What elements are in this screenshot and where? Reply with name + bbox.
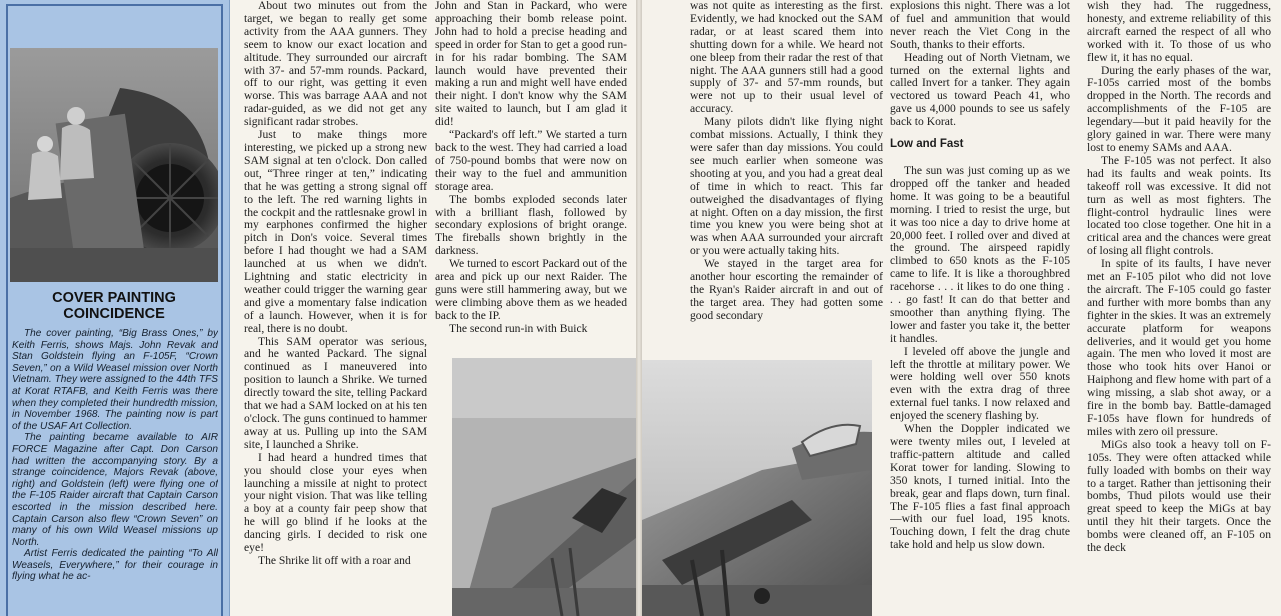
article-paragraph: Just to make things more interesting, we picked up a strong new SAM signal at ten o'clock. Don called out, “Three ringer at ten,” indicating that he was getting a strong signal off to the left. The red warning lights in the cockpit and the rattlesnake growl in my earphones confirmed the higher pitch in Don's voice. Several times before I had thought we had a SAM launched at us when we didn't. Lightning and static electricity in weather could trigger the warning gear and give a momentary false indication of a launch. However, when it is for real, there is no doubt. (244, 128, 427, 335)
article-paragraph: wish they had. The ruggedness, honesty, and extreme reliability of this aircraft earned the respect of all who worked with it. To those of us who flew it, it has no equal. (1087, 0, 1271, 64)
sidebar-paragraph: The painting became available to AIR FORCE Magazine after Capt. Don Carson had written the accompanying story. By a strange coincidence, Majors Revak (above, right) and Goldstein (left) were flying one of the F-105 Raider aircraft that Captain Carson escorted in the mission described here. Captain Carson also flew “Crown Seven” on many of his own Wild Weasel missions up North. (12, 432, 218, 548)
pilots-photo-illustration (10, 48, 218, 282)
f105-aircraft-photo (642, 360, 872, 616)
article-paragraph: Many pilots didn't like flying night combat missions. Actually, I think they were safer than day missions. You could see much earlier when someone was shooting at you, and you had a great deal of time in which to react. This far outweighed the disadvantages of flying at night. Often on a day mission, the first time you knew you were being shot at was when AAA surrounded your aircraft or you were actually taking hits. (690, 115, 883, 258)
sidebar-paragraph: Artist Ferris dedicated the painting “To All Weasels, Everywhere,” for their courage in flying what he ac- (12, 548, 218, 583)
article-paragraph: In spite of its faults, I have never met an F-105 pilot who did not love the aircraft. The F-105 could go faster and further with more bombs than any fighter in the skies. It was an extremely accurate platform for weapons deliveries, and it would get you home again. The men who loved it most are those who took hits over Hanoi or Haiphong and flew home with part of a wing missing, a slab shot away, or a fire in the bomb bay. Battle-damaged F-105s have flown for hundreds of miles with zero oil pressure. (1087, 257, 1271, 438)
article-column-5 (1087, 0, 1271, 616)
article-paragraph: I had heard a hundred times that you should close your eyes when launching a missile at night to protect your night vision. That was like telling a boy at a county fair peep show that he will go blind if he looks at the dancing girls. I decided to risk one eye! (244, 450, 427, 555)
sidebar-caption (12, 328, 218, 616)
article-paragraph: was not quite as interesting as the first. Evidently, we had knocked out the SAM radar, or at least scared them into shutting down for a while. We heard not one bleep from their radar the rest of that night. The AAA gunners still had a good supply of 37- and 57-mm rounds, but were not up to their usual level of accuracy. (690, 0, 883, 116)
article-paragraph: Heading out of North Vietnam, we turned on the external lights and called Invert for a tanker. They again vectored us toward Peach 41, who gave us 4,000 pounds to see us safely back to Korat. (890, 50, 1070, 129)
sidebar-paragraph: The cover painting, “Big Brass Ones,” by Keith Ferris, shows Majs. John Revak and Stan Goldstein flying an F-105F, “Crown Seven,” on a Wild Weasel mission over North Vietnam. They were assigned to the 44th TFS at Korat RTAFB, and Keith Ferris was there when they completed their hundredth mission, in November 1968. The painting now is part of the USAF Art Collection. (12, 328, 218, 432)
article-paragraph: The bombs exploded seconds later with a brilliant flash, followed by secondary explosions of bright orange. The fireballs shown brightly in the darkness. (435, 192, 627, 258)
article-paragraph: We stayed in the target area for another hour escorting the remainder of the Ryan's Raider aircraft in and out of the target area. They had gotten some good secondary (690, 257, 883, 322)
article-column-1 (244, 0, 427, 616)
left-page (0, 0, 636, 616)
article-paragraph: John and Stan in Packard, who were approaching their bomb release point. John had to hold a precise heading and speed in order for Stan to get a good run-in for his radar bombing. The SAM launch would have prevented their making a run and might well have ended their night. I don't know why the SAM site waited to launch, but I am glad it did! (435, 0, 627, 129)
article-paragraph: When the Doppler indicated we were twenty miles out, I leveled at traffic-pattern altitude and called Korat tower for landing. Slowing to 350 knots, I turned initial. Into the break, gear and flaps down, turn final. The F-105 flies a fast final approach—with our fuel load, 195 knots. Touching down, I felt the drag chute take hold and help us slow down. (890, 422, 1070, 552)
article-paragraph: The Shrike lit off with a roar and (258, 553, 411, 567)
article-paragraph: I leveled off above the jungle and left the throttle at military power. We were holding well over 550 knots even with the extra drag of three external fuel tanks. I now relaxed and enjoyed the scenery flashing by. (890, 344, 1070, 423)
article-paragraph: This SAM operator was serious, and he wanted Packard. The signal continued as I maneuvered into position to launch a Shrike. We turned directly toward the site, telling Packard that we had a SAM locked on at his ten o'clock. The guns continued to hammer away at us. Pulling up into the SAM site, I launched a Shrike. (244, 334, 427, 451)
article-paragraph: The F-105 was not perfect. It also had its faults and weak points. Its takeoff roll was excessive. It did not turn as well as most fighters. The flight-control hydraulic lines were located too close together. One hit in a critical area and the chances were great of losing all flight controls. (1087, 153, 1271, 258)
sidebar-title-line1: COVER PAINTING (52, 290, 176, 306)
article-paragraph: During the early phases of the war, F-105s carried most of the bombs dropped in the North. The records and accomplishments of the F-105 are legendary—but it paid heavily for the glory gained in war. There were many lost to enemy SAMs and AAA. (1087, 63, 1271, 154)
article-paragraph: The sun was just coming up as we dropped off the tanker and headed home. It was going to be a beautiful morning. I tried to resist the urge, but it was too nice a day to drive home at 20,000 feet. I rolled over and dived at the ground. The airspeed rapidly climbed to 650 knots as the F-105 came to life. It is like a thoroughbred racehorse . . . it likes to do one thing . . . go fast! It can do that better and smoother than anything flying. The lower and faster you take it, the better it handles. (890, 163, 1070, 345)
f105-photo-left-half (452, 358, 636, 616)
f105-cockpit-illustration (642, 360, 872, 616)
section-heading: Low and Fast (890, 138, 964, 151)
article-paragraph: MiGs also took a heavy toll on F-105s. They were often attacked while fully loaded with bombs on their way to a target. Rather than jettisoning their bombs, Thud pilots would use their great speed to keep the MiGs at bay until they hit their targets. Once the bombs were cleaned off, an F-105 on the deck (1087, 437, 1271, 555)
article-paragraph: The second run-in with Buick (449, 321, 588, 335)
sidebar-title (10, 290, 218, 322)
article-paragraph: About two minutes out from the target, we began to really get some activity from the AAA gunners. They seem to know our exact location and altitude. They surrounded our aircraft with 37- and 57-mm rounds. Packard, off to our right, was getting it even worse. This was barrage AAA and not radar-guided, as we did not get any significant radar strobes. (244, 0, 427, 129)
pilots-on-aircraft-photo (10, 48, 218, 282)
article-paragraph: We turned to escort Packard out of the area and pick up our next Raider. The guns were still hammering away, but we were climbing above them as we headed back to the IP. (435, 257, 627, 322)
sidebar-title-line2: COINCIDENCE (63, 306, 165, 322)
cover-painting-sidebar (0, 0, 230, 616)
f105-nose-illustration (452, 358, 636, 616)
article-column-4 (890, 0, 1070, 616)
right-page (642, 0, 1281, 616)
article-paragraph: “Packard's off left.” We started a turn back to the west. They had carried a load of 750-pound bombs that were now on their way to the fuel and ammunition storage area. (435, 128, 627, 193)
article-paragraph: explosions this night. There was a lot of fuel and ammunition that would never reach the Viet Cong in the South, thanks to their efforts. (890, 0, 1070, 51)
